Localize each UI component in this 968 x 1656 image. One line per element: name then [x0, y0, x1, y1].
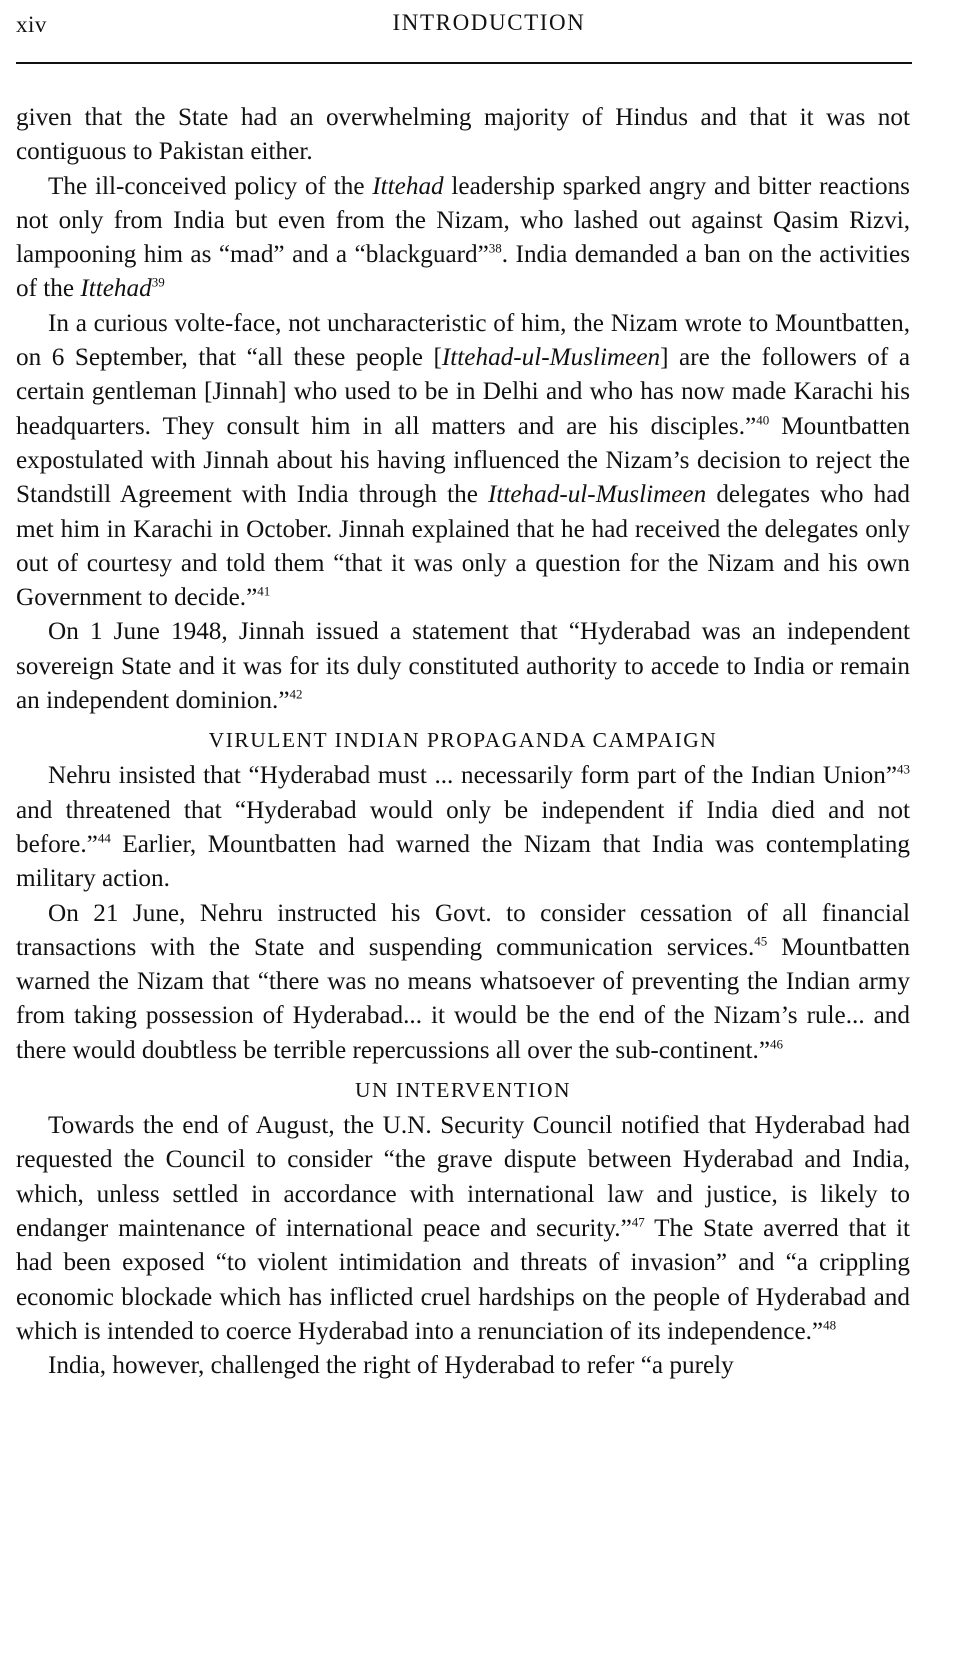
paragraph-7	[16, 1109, 910, 1349]
text-run: . India demanded a ban on the activities of the	[16, 241, 911, 303]
paragraph-5	[16, 759, 910, 896]
text-run: The ill-conceived policy of the	[48, 172, 373, 200]
paragraph-3	[16, 307, 910, 616]
text-run: Earlier, Mountbatten had warned the Nizam that India was contemplating military action.	[16, 830, 910, 893]
footnote-ref: 48	[823, 1317, 837, 1333]
text-run: Mountbatten expostulated with Jinnah about his having influenced the Nizam’s decision to reject the Standstill Agreement with India through the	[16, 412, 910, 509]
footnote-ref: 38	[488, 240, 502, 256]
paragraph-2	[16, 170, 910, 307]
text-run: India, however, challenged the right of Hyderabad to refer “a purely	[48, 1352, 734, 1380]
footnote-ref: 43	[897, 761, 910, 777]
footnote-ref: 47	[631, 1214, 645, 1230]
paragraph-8	[16, 1349, 910, 1383]
running-title: INTRODUCTION	[392, 10, 586, 35]
body-text	[16, 101, 910, 1383]
text-run: In a curious volte-face, not uncharacteristic of him, the Nizam wrote to Mountbatten, on 6 September, that “all these people [	[16, 309, 910, 372]
text-run: On 1 June 1948, Jinnah issued a statement that “Hyderabad was an independent sovereign State and it was for its duly constituted authority to accede to India or remain an independent dominion.”	[16, 618, 910, 715]
text-run: delegates who had met him in Karachi in October. Jinnah explained that he had received the delegates only out of courtesy and told them “that it was only a question for the Nizam and his own Government to decide.”	[16, 481, 910, 612]
header-rule	[16, 62, 912, 64]
page-number: xiv	[16, 12, 47, 37]
footnote-ref: 44	[97, 830, 111, 846]
italic-term: Ittehad	[372, 172, 444, 200]
italic-term: Ittehad-ul-Muslimeen	[441, 344, 661, 372]
footnote-ref: 42	[289, 686, 303, 702]
text-run: given that the State had an overwhelming majority of Hindus and that it was not contiguous to Pakistan either.	[16, 104, 910, 166]
italic-term: Ittehad	[80, 275, 152, 303]
section-heading-propaganda: VIRULENT INDIAN PROPAGANDA CAMPAIGN	[208, 728, 718, 753]
text-run: On 21 June, Nehru instructed his Govt. to consider cessation of all financial transactions with the State and suspending communication services.	[16, 899, 910, 961]
running-head	[0, 0, 968, 66]
text-run: ] are the followers of a certain gentleman [Jinnah] who used to be in Delhi and who has now made Karachi his headquarters. They consult him in all matters and are his disciples.”	[16, 344, 910, 440]
italic-term: Ittehad-ul-Muslimeen	[487, 481, 707, 509]
footnote-ref: 46	[770, 1036, 784, 1052]
text-run: Towards the end of August, the U.N. Security Council notified that Hyderabad had requested the Council to consider “the grave dispute between Hyderabad and India, which, unless settled in accordance with international law and justice, is likely to endanger maintenance of international peace and security.”	[16, 1112, 910, 1242]
text-run: leadership sparked angry and bitter reactions not only from India but even from the Nizam, who lashed out against Qasim Rizvi, lampooning him as “mad” and a “blackguard”	[16, 172, 910, 269]
paragraph-4	[16, 615, 910, 718]
footnote-ref: 39	[151, 275, 165, 291]
section-heading-un-intervention: UN INTERVENTION	[354, 1078, 572, 1103]
text-run: Mountbatten warned the Nizam that “there was no means whatsoever of preventing the Indian army from taking possession of Hyderabad... it would be the end of the Nizam’s rule... and there would doubtless be terrible repercussions all over the sub-continent.”	[16, 933, 910, 1064]
footnote-ref: 45	[754, 933, 768, 949]
text-run: and threatened that “Hyderabad would only be independent if India died and not before.”	[16, 796, 910, 858]
paragraph-6	[16, 897, 910, 1068]
text-run: Nehru insisted that “Hyderabad must ... necessarily form part of the Indian Union”	[48, 762, 897, 790]
footnote-ref: 41	[257, 583, 271, 599]
text-run: The State averred that it had been exposed “to violent intimidation and threats of invasion” and “a crippling economic blockade which has inflicted cruel hardships on the people of Hyderabad and which is intended to coerce Hyderabad into a renunciation of its independence.”	[16, 1214, 910, 1345]
footnote-ref: 40	[756, 412, 770, 428]
paragraph-1	[16, 101, 910, 170]
